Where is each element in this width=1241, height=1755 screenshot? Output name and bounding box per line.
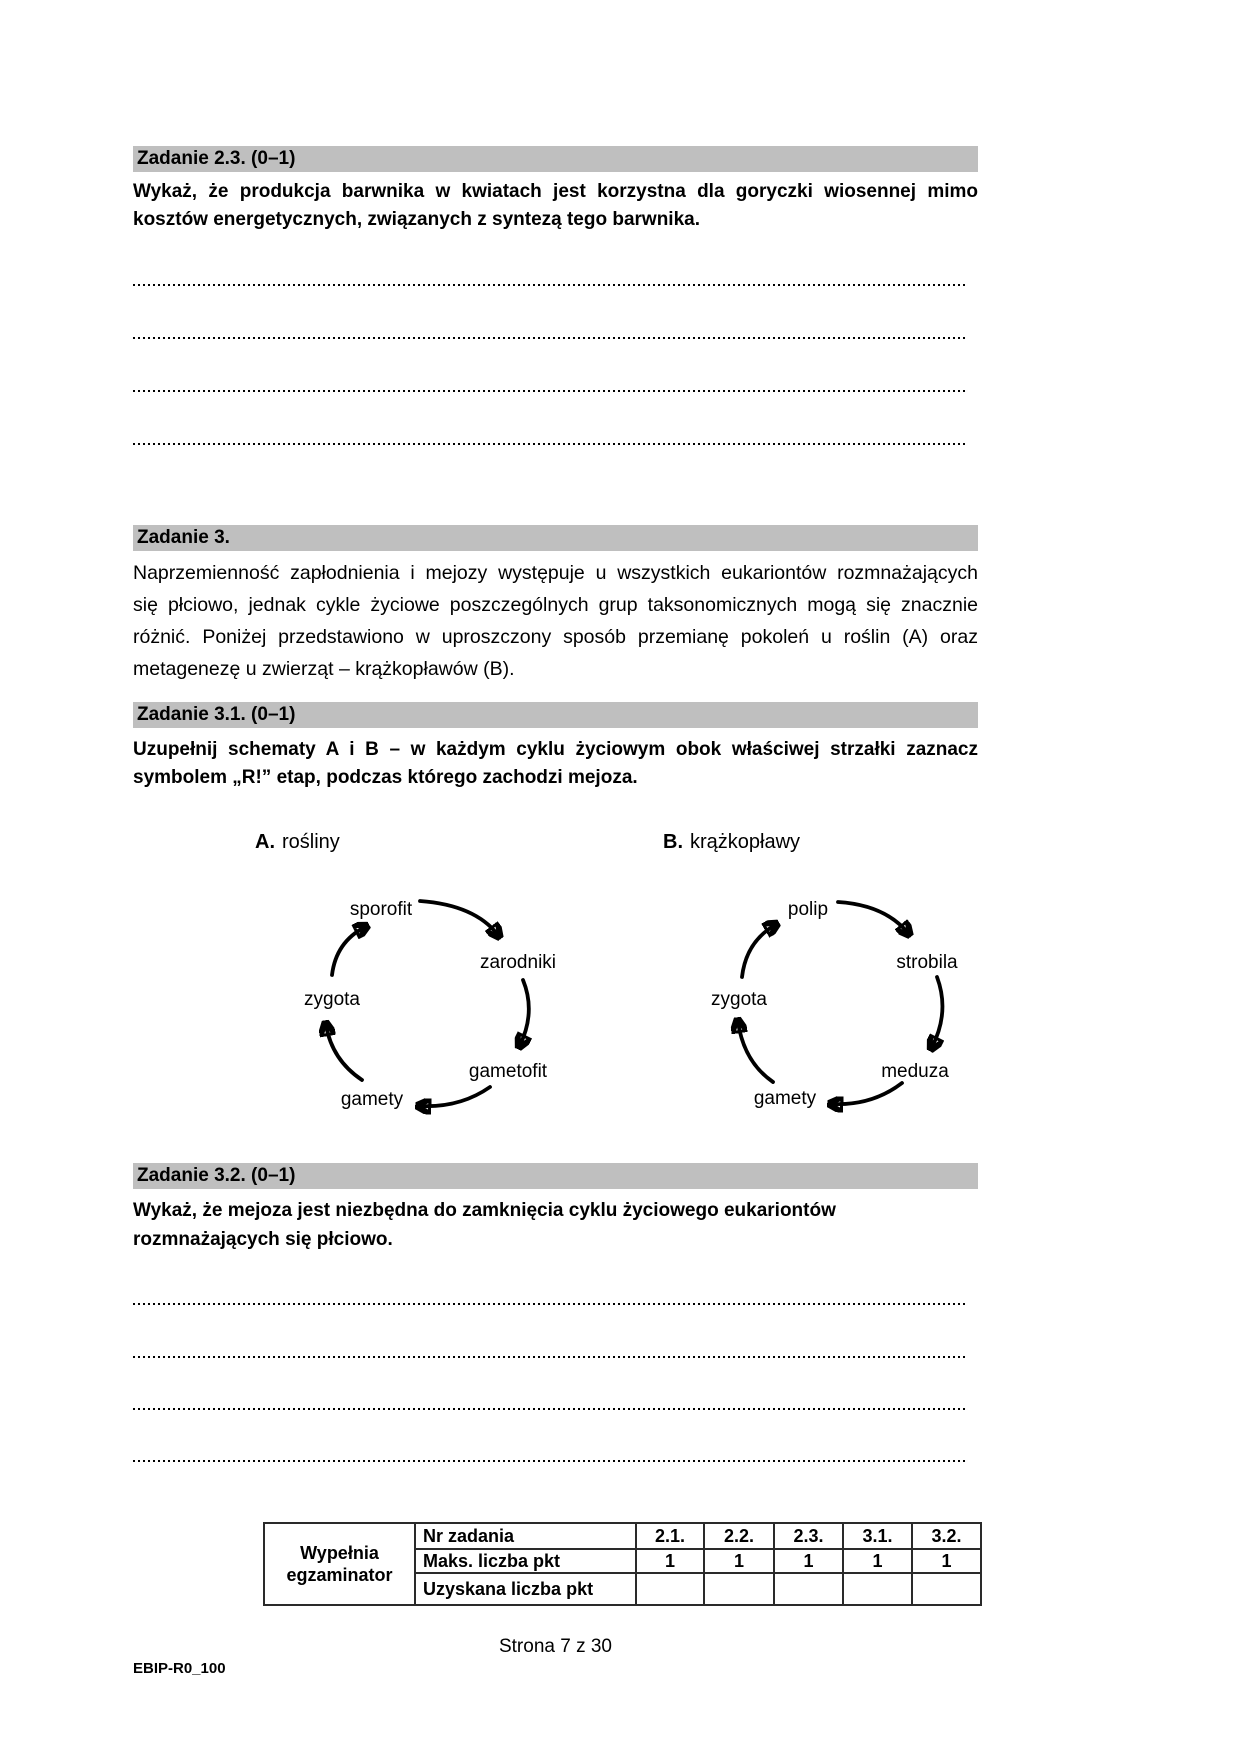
earned-points-cell — [636, 1573, 704, 1605]
table-row — [264, 1523, 981, 1549]
text-line: kosztów energetycznych, związanych z syntezą tego barwnika. — [133, 209, 701, 230]
answer-line — [133, 1408, 968, 1411]
node-strobila: strobila — [896, 952, 958, 973]
text-line: Wykaż, że mejoza jest niezbędna do zamknięcia cyklu życiowego eukariontów — [133, 1200, 836, 1221]
task-2-3-prompt — [133, 178, 978, 234]
task-number-cell: 3.2. — [912, 1523, 981, 1549]
earned-points-cell — [774, 1573, 843, 1605]
earned-points-cell — [912, 1573, 981, 1605]
answer-line — [133, 1460, 968, 1463]
diagram-b-title: krążkopławy — [690, 831, 801, 853]
task-3-header: Zadanie 3. — [133, 525, 978, 551]
earned-points-cell — [843, 1573, 912, 1605]
text-line: Uzupełnij schematy A i B – w każdym cyklu życiowym obok właściwej strzałki zaznacz — [133, 739, 978, 760]
task-3-1-header: Zadanie 3.1. (0–1) — [133, 702, 978, 728]
arrow-gametofit-gamety — [420, 1087, 490, 1106]
node-polip: polip — [787, 899, 829, 920]
answer-line — [133, 443, 968, 446]
arrow-strobila-meduza — [932, 977, 942, 1047]
arrow-polip-strobila — [838, 902, 908, 933]
max-points-cell: 1 — [912, 1549, 981, 1573]
node-sporofit: sporofit — [349, 899, 413, 920]
task-3-intro — [133, 557, 978, 685]
arrow-zygota-sporofit — [332, 927, 365, 975]
node-zygota: zygota — [304, 989, 360, 1010]
text-line: rozmnażających się płciowo. — [133, 1229, 393, 1250]
arrow-gamety-zygota — [326, 1025, 362, 1080]
task-3-2-prompt — [133, 1196, 978, 1254]
node-gametofit: gametofit — [468, 1061, 548, 1082]
arrow-gamety-zygota — [738, 1022, 773, 1082]
earned-points-cell — [704, 1573, 774, 1605]
task-3-1-prompt — [133, 736, 978, 792]
diagram-a-title: rośliny — [282, 831, 340, 853]
max-points-cell: 1 — [704, 1549, 774, 1573]
page-number: Strona 7 z 30 — [498, 1636, 613, 1657]
life-cycle-diagram-plants — [270, 880, 580, 1120]
task-2-3-header: Zadanie 2.3. (0–1) — [133, 146, 978, 172]
text-line: Naprzemienność zapłodnienia i mejozy występuje u wszystkich eukariontów rozmnażających — [133, 562, 978, 584]
arrow-zarodniki-gametofit — [520, 980, 529, 1045]
max-points-cell: 1 — [636, 1549, 704, 1573]
text-line: Wykaż, że produkcja barwnika w kwiatach jest korzystna dla goryczki wiosennej mimo — [133, 181, 978, 202]
node-gamety: gamety — [753, 1088, 817, 1109]
answer-line — [133, 1356, 968, 1359]
row-label: Nr zadania — [415, 1523, 636, 1549]
text-line: się płciowo, jednak cykle życiowe poszczególnych grup taksonomicznych mogą się znacznie — [133, 594, 978, 616]
arrow-zygota-polip — [742, 925, 775, 977]
task-3-2-header: Zadanie 3.2. (0–1) — [133, 1163, 978, 1189]
diagram-b-letter: B. — [663, 831, 683, 853]
node-gamety: gamety — [340, 1089, 404, 1110]
task-number-cell: 2.1. — [636, 1523, 704, 1549]
answer-line — [133, 284, 968, 287]
answer-line — [133, 337, 968, 340]
answer-line — [133, 1303, 968, 1306]
text-line: metagenezę u zwierząt – krążkopławów (B). — [133, 658, 515, 680]
arrow-sporofit-zarodniki — [420, 901, 498, 935]
node-meduza: meduza — [881, 1061, 949, 1082]
text-line: symbolem „R!” etap, podczas którego zachodzi mejoza. — [133, 767, 638, 788]
diagram-b-label — [663, 831, 800, 854]
max-points-cell: 1 — [843, 1549, 912, 1573]
life-cycle-diagram-jellyfish — [660, 880, 970, 1120]
row-label: Maks. liczba pkt — [415, 1549, 636, 1573]
diagram-a-letter: A. — [255, 831, 275, 853]
examiner-label-cell: Wypełnia egzaminator — [264, 1523, 415, 1605]
task-number-cell: 2.2. — [704, 1523, 774, 1549]
row-label: Uzyskana liczba pkt — [415, 1573, 636, 1605]
score-table — [263, 1522, 982, 1606]
text-line: różnić. Poniżej przedstawiono w uproszczony sposób przemianę pokoleń u roślin (A) oraz — [133, 626, 978, 648]
node-zygota: zygota — [711, 989, 767, 1010]
diagram-a-label — [255, 831, 340, 854]
max-points-cell: 1 — [774, 1549, 843, 1573]
node-zarodniki: zarodniki — [479, 952, 557, 973]
exam-sheet-code: EBIP-R0_100 — [133, 1660, 226, 1677]
answer-line — [133, 390, 968, 393]
arrow-meduza-gamety — [832, 1083, 902, 1104]
task-number-cell: 3.1. — [843, 1523, 912, 1549]
task-number-cell: 2.3. — [774, 1523, 843, 1549]
